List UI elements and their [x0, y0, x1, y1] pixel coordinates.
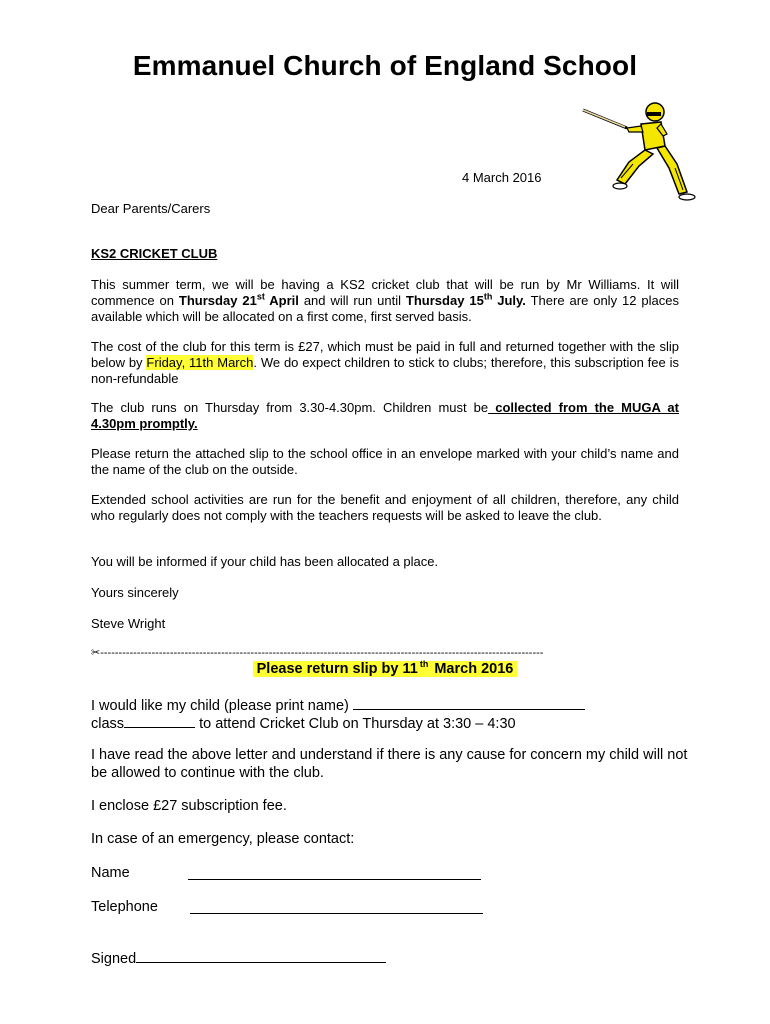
slip-child-name-line: I would like my child (please print name): [91, 695, 691, 715]
slip-statement: I have read the above letter and understand if there is any cause for concern my child will not be allowed to continue with the club.: [91, 747, 688, 781]
telephone-label: Telephone: [91, 899, 158, 915]
signature-field[interactable]: [136, 948, 386, 963]
emergency-name-row: [91, 864, 691, 882]
paragraph-return: Please return the attached slip to the school office in an envelope marked with your child’s name and the name of the club on the outside.: [91, 446, 679, 477]
school-name: Emmanuel Church of England School: [132, 50, 638, 81]
slip-heading: Please return slip by 11 $^{th}$ March 2016: [0, 661, 770, 677]
paragraph-conduct: Extended school activities are run for the benefit and enjoyment of all children, therefore, any child who regularly does not comply with the teachers requests will be asked to leave the club.: [91, 492, 679, 523]
paragraph-cost: The cost of the club for this term is £27, which must be paid in full and returned together with the slip below by Friday, 11th March. We do expect children to stick to clubs; therefore, this subscription fee is non-refundable: [91, 339, 679, 386]
paragraph-times: The club runs on Thursday from 3.30-4.30pm. Children must be collected from the MUGA at 4.30pm promptly.: [91, 400, 679, 431]
scissors-cut-line: ✂-------------------------------------------------------------------------------------------------------------------------: [91, 647, 544, 659]
closing: Yours sincerely: [91, 585, 179, 600]
telephone-field[interactable]: [190, 899, 483, 914]
name-field[interactable]: [188, 865, 481, 880]
name-label: Name: [91, 865, 130, 881]
slip-class-line: class to attend Cricket Club on Thursday at 3:30 – 4:30: [91, 713, 691, 733]
class-field[interactable]: [124, 713, 195, 728]
signatory: Steve Wright: [91, 616, 166, 631]
section-heading: KS2 CRICKET CLUB: [91, 246, 218, 261]
paragraph-intro: This summer term, we will be having a KS2 cricket club that will be run by Mr Williams. It will commence on Thursday 21st April and will run until Thursday 15th July. There are only 12 places available which will be allocated on a first come, first served basis.: [91, 277, 679, 324]
child-name-field[interactable]: [353, 695, 585, 710]
cricketer-batting-icon: [575, 98, 700, 210]
signed-label: Signed: [91, 951, 137, 967]
letter-date: 4 March 2016: [462, 170, 542, 185]
deadline-highlight: Friday, 11th March: [146, 355, 254, 370]
emergency-telephone-row: [91, 898, 691, 916]
slip-fee: I enclose £27 subscription fee.: [91, 798, 287, 814]
salutation: Dear Parents/Carers: [91, 201, 211, 216]
signed-row: [91, 948, 691, 968]
slip-emergency: In case of an emergency, please contact:: [91, 831, 355, 847]
paragraph-allocation: You will be informed if your child has been allocated a place.: [91, 554, 439, 569]
